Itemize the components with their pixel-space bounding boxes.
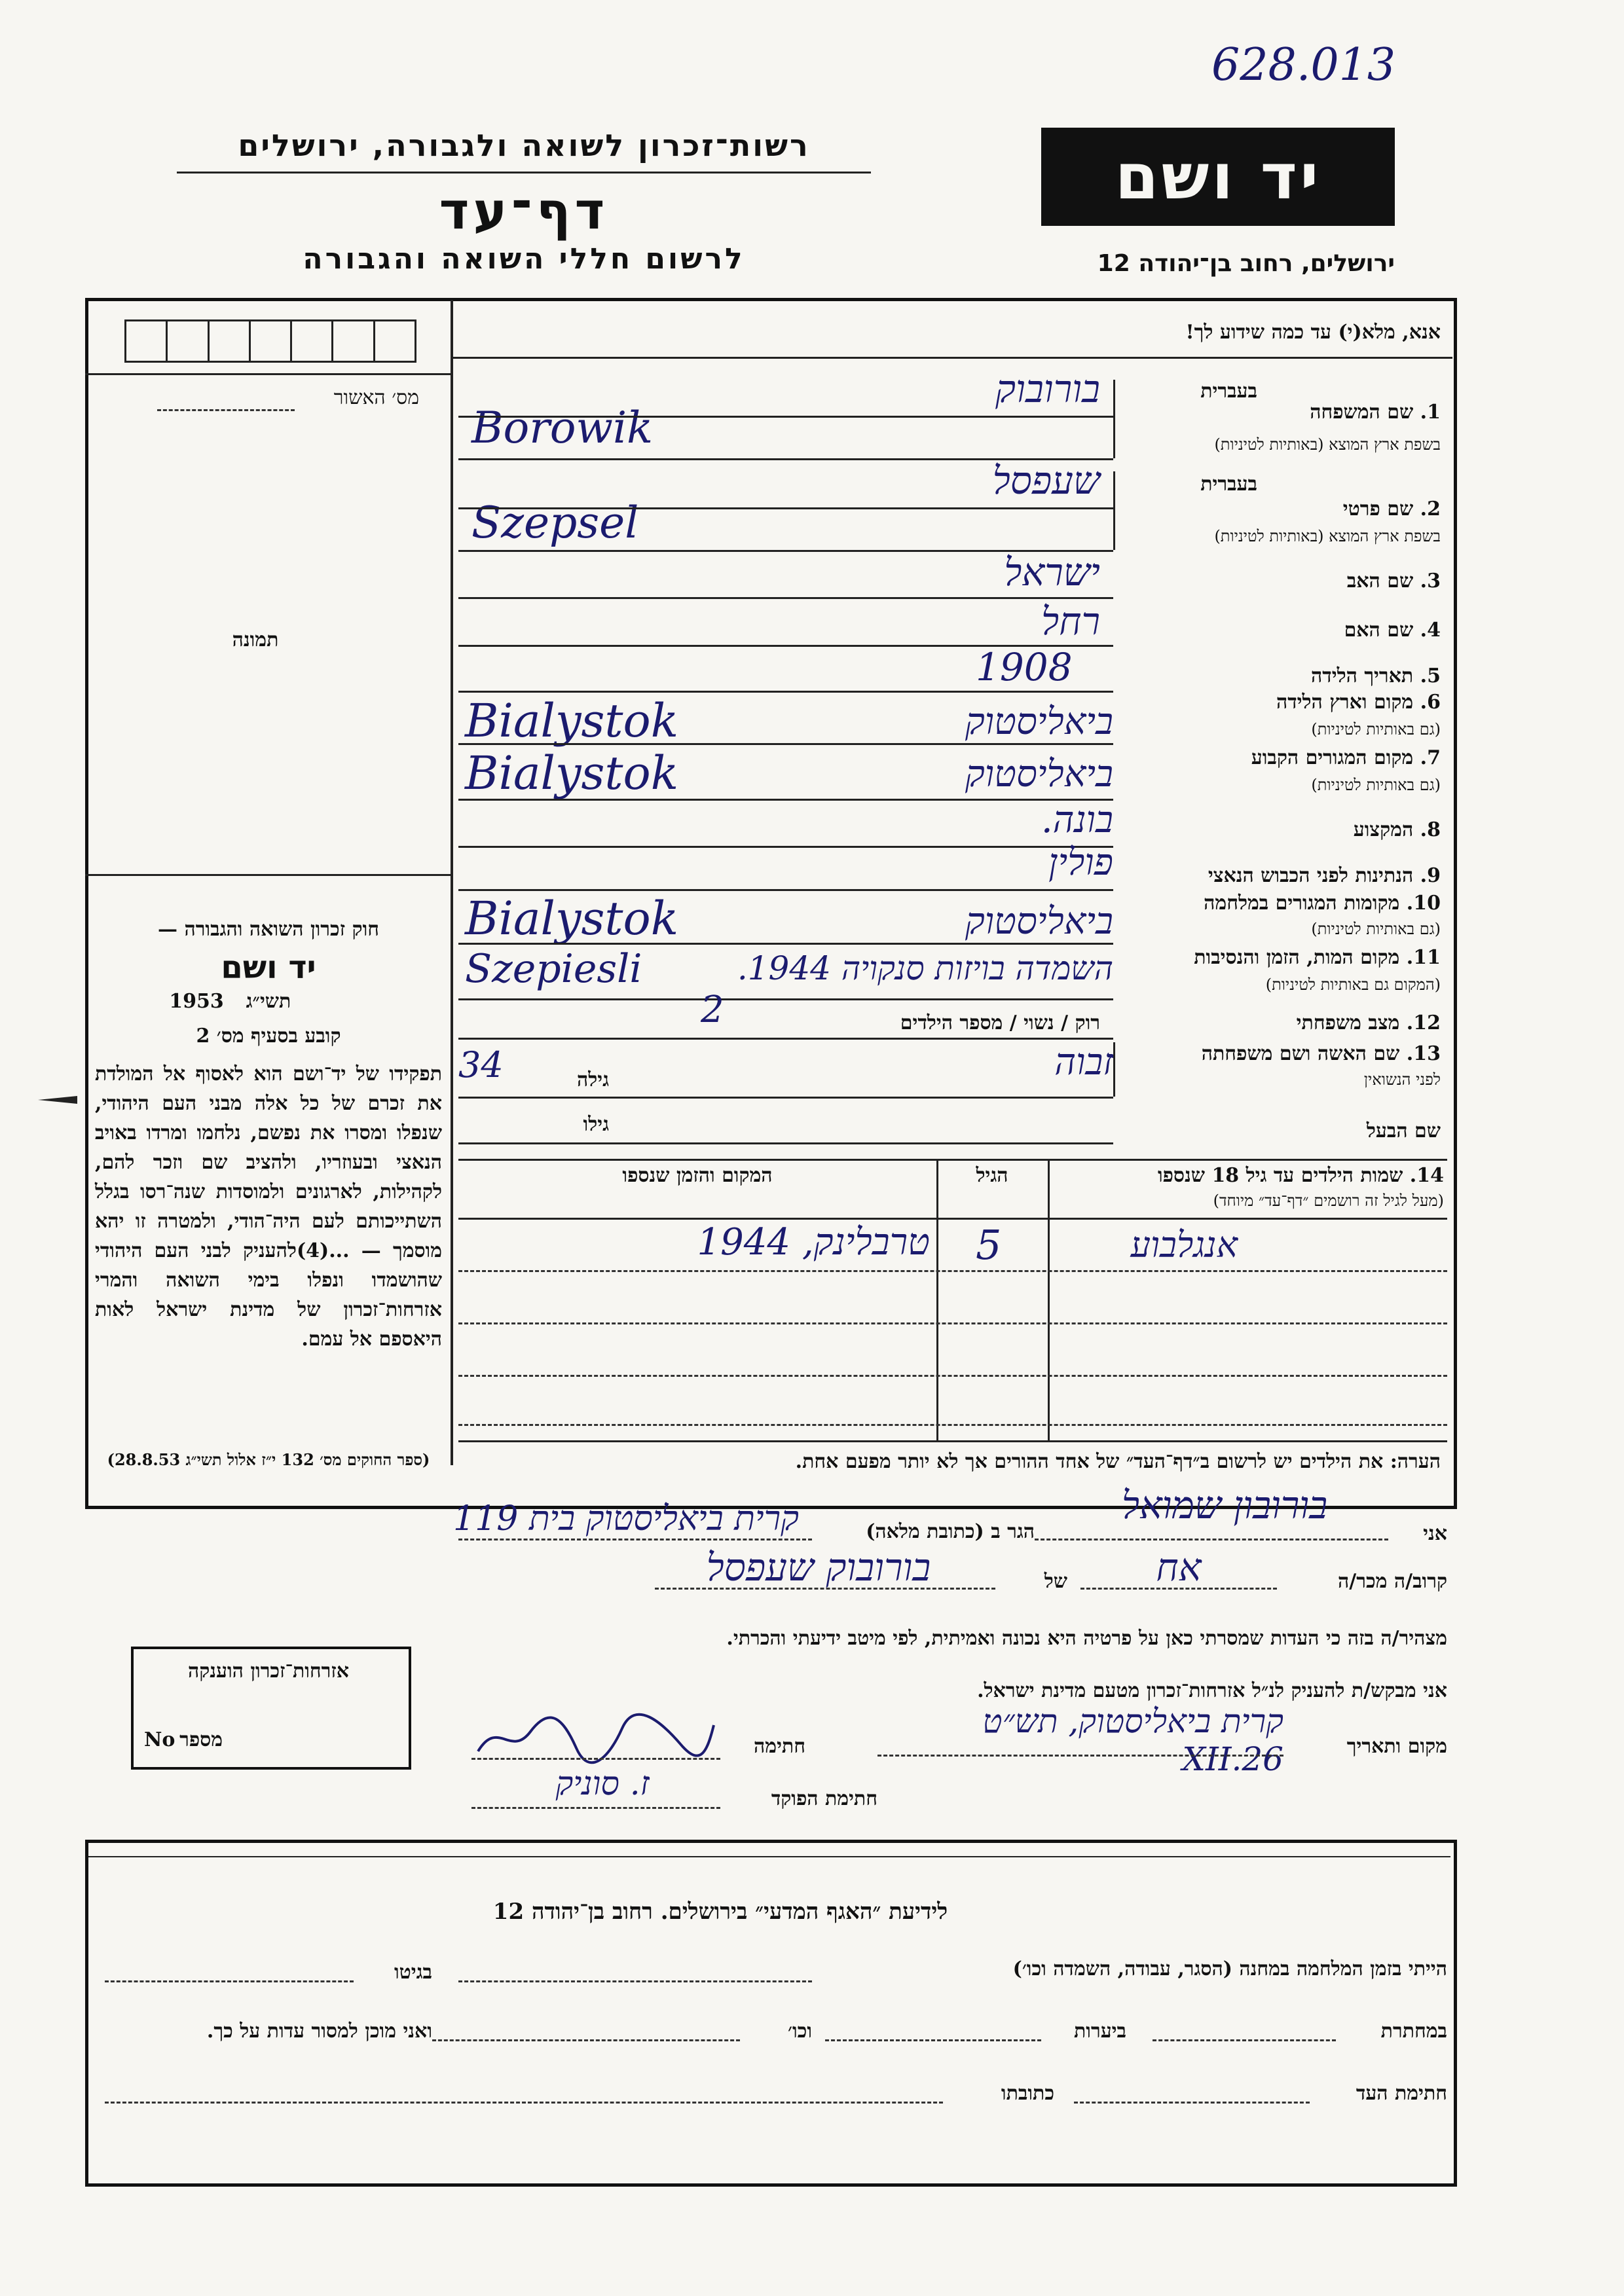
relation-value[interactable]: אח (1156, 1545, 1202, 1590)
instructions: אנא, מלא(י) עד כמה שידוע לך! (1185, 321, 1441, 344)
law-citation: (ספר החוקים מס׳ 132 י״ז אלול תשי״ג 28.8.53) (107, 1450, 430, 1469)
field-11-hebrew-value[interactable]: השמדה בויזות סנקויה 1944. (737, 949, 1113, 987)
field-10-hebrew-value[interactable]: ביאליסטוק (965, 900, 1113, 943)
field-7-latin-value[interactable]: Bialystok (465, 746, 679, 800)
law-body: תפקידו של יד־ושם הוא לאסוף אל המולדת את זכרם של כל אלה מבני העם היהודי, שנפלו ומסרו את נפשם, נלחמו ומרדו באויב הנאצי ובעוזריו, ולהציב שם וזכר להם, לקהילות, לארגונים ולמוסדות שנה־רסו בגלל השתייכותם לעם היה־הודי, ולמטרה זו יהא מוסמך — ...(4)להעניק לבני העם היהודי שהושמדו ונפלו בימי השואה והמרי אזרחות־זכרון של מדינת ישראל לאות היאספם אל עמם. (95, 1063, 442, 1351)
field-10-latin-value[interactable]: Bialystok (465, 892, 679, 945)
field-8-value[interactable]: בונה. (1041, 799, 1113, 841)
etc-field[interactable] (432, 2039, 740, 2041)
field-6-label: 6. מקום וארץ הלידה (1276, 691, 1441, 714)
field-13-sub: לפני הנשואין (1363, 1070, 1441, 1089)
witness-address-field[interactable] (105, 2102, 943, 2104)
field-12-children-count[interactable]: 2 (701, 989, 724, 1031)
margin-arrow-icon (38, 1093, 77, 1106)
field-3-label: 3. שם האב (1346, 570, 1441, 592)
bottom-line1: הייתי בזמן המלחמה במחנה (הסגר, עבודה, השמדה וכו׳) (1012, 1958, 1447, 1980)
request-text: אני מבקש/ת להעניק לנ״ל אזרחות־זכרון מטעם מדינת ישראל. (977, 1679, 1447, 1702)
note: הערה: את הילדים יש לרשום ב״דף־העד״ של אחד ההורים אך לא יותר מפעם אחת. (795, 1450, 1441, 1473)
forests-label: ביערות (1073, 2020, 1126, 2043)
field-8-label: 8. המקצוע (1353, 818, 1441, 841)
field-6-sub: (גם באותיות לטיניות) (1311, 720, 1441, 738)
official-signature-label: חתימת הפוקד (771, 1787, 877, 1810)
signature-label: חתימה (754, 1735, 805, 1758)
underground-label: במחתרת (1380, 2020, 1447, 2043)
witness-address-label: כתובתו (1001, 2082, 1054, 2105)
field-10-label: 10. מקומות המגורים במלחמה (1204, 892, 1441, 915)
law-year: 1953 (169, 990, 224, 1013)
official-signature-value[interactable]: ז. סוניק (555, 1764, 650, 1802)
underground-field[interactable] (1153, 2039, 1336, 2041)
field-1-lang-tag: בעברית (1200, 380, 1257, 403)
field-5-value[interactable]: 1908 (976, 645, 1073, 689)
declarant-name[interactable]: בורובון שמואל (1121, 1483, 1328, 1527)
citizenship-no-label: No (144, 1728, 175, 1751)
relation-label: קרוב/ה מכר/ה (1338, 1570, 1447, 1593)
camp-field[interactable] (458, 1980, 812, 1982)
field-13-wife-value[interactable]: זבוה (1054, 1041, 1113, 1084)
field-2-lang-tag: בעברית (1200, 473, 1257, 496)
field-1-sub: בשפת ארץ המוצא (באותיות לטיניות) (1214, 435, 1441, 454)
children-sub: (מעל לגיל זה רושמים ״דף־עד״ מיוחד) (1213, 1192, 1444, 1210)
approval-number-boxes[interactable] (124, 319, 416, 363)
form-title: דף־עד (439, 182, 609, 241)
authority-heading: רשות־זכרון לשואה ולגבורה, ירושלים (238, 128, 810, 163)
field-4-label: 4. שם האם (1344, 619, 1441, 642)
of-label: של (1044, 1570, 1067, 1593)
forests-field[interactable] (825, 2039, 1041, 2041)
children-label: 14. שמות הילדים עד גיל 18 שנספו (1157, 1164, 1444, 1187)
yad-vashem-logo: יד ושם (1041, 128, 1395, 226)
declarant-resides-label: הגר ב (כתובת מלאה) (866, 1520, 1035, 1543)
child-1-age[interactable]: 5 (976, 1221, 1002, 1269)
photo-label: תמונה (232, 629, 279, 651)
archive-number: 628.013 (1211, 39, 1396, 91)
field-2-sub: בשפת ארץ המוצא (באותיות לטיניות) (1214, 527, 1441, 545)
citizenship-number-label: מספר (179, 1728, 223, 1751)
field-6-hebrew-value[interactable]: ביאליסטוק (965, 701, 1113, 743)
law-section: קובע בסעיף מס׳ 2 (196, 1025, 341, 1048)
bottom-box (85, 1840, 1457, 2187)
field-4-value[interactable]: רחל (1041, 599, 1100, 644)
children-col-age: הגיל (976, 1164, 1008, 1187)
address-line: ירושלים, רחוב בן־יהודה 12 (1097, 250, 1395, 277)
field-2-latin-value[interactable]: Szepsel (471, 498, 639, 548)
law-year-heb: תשי״ג (246, 990, 291, 1013)
field-10-sub: (גם באותיות לטיניות) (1311, 920, 1441, 938)
field-11-label: 11. מקום המות, הזמן והנסיבות (1194, 946, 1441, 969)
place-date-label: מקום ותאריך (1346, 1735, 1447, 1758)
field-6-latin-value[interactable]: Bialystok (465, 694, 679, 748)
field-7-sub: (גם באותיות לטיניות) (1311, 776, 1441, 794)
declarant-ani: אני (1423, 1522, 1447, 1545)
citizenship-title: אזרחות־זכרון הוענקה (187, 1660, 350, 1683)
husband-age-label: גילו (583, 1113, 609, 1136)
child-1-name[interactable]: אנגלבוע (1130, 1224, 1238, 1266)
bottom-title: לידיעת ״האגף המדעי״ בירושלים. רחוב בן־יהודה 12 (492, 1899, 948, 1925)
field-13-age-label: גילה (576, 1068, 609, 1091)
declaration-text: מצהיר/ה בזה כי העדות שמסרתי כאן על פרטיה היא נכונה ואמיתית, לפי מיטב ידיעתי והכרתי. (726, 1627, 1447, 1650)
etc-label: וכו׳ (788, 2020, 812, 2043)
place-date-value[interactable]: קרית ביאליסטוק, תש״ט 26.XII (982, 1702, 1283, 1778)
of-value[interactable]: בורובוק שעפסל (706, 1545, 931, 1590)
field-13-age-value[interactable]: 34 (458, 1044, 504, 1085)
field-7-label: 7. מקום המגורים הקבוע (1251, 746, 1441, 769)
declarant-address[interactable]: קרית ביאליסטוק בית 119 (453, 1499, 799, 1539)
witness-signature-label: חתימת העד (1356, 2082, 1447, 2105)
approval-label: מס׳ האשור (333, 386, 419, 409)
ghetto-label: בגיטו (394, 1961, 432, 1984)
field-1-hebrew-value[interactable]: בורובוק (995, 367, 1100, 411)
ready-text: ואני מוכן למסור עדות על כך. (206, 2020, 432, 2043)
field-2-label: 2. שם פרטי (1342, 498, 1441, 520)
field-7-hebrew-value[interactable]: ביאליסטוק (965, 753, 1113, 795)
declarant-signature[interactable] (471, 1712, 720, 1764)
field-13-label: 13. שם האשה ושם משפחתה (1201, 1042, 1441, 1065)
field-9-label: 9. הנתינות לפני הכבוש הנאצי (1208, 864, 1441, 887)
field-1-label: 1. שם המשפחה (1310, 401, 1441, 424)
witness-signature-field[interactable] (1074, 2102, 1310, 2104)
children-col-place: המקום והזמן שנספו (622, 1164, 773, 1187)
field-11-sub: (המקום גם באותיות לטיניות) (1265, 975, 1441, 994)
ghetto-field[interactable] (105, 1980, 354, 1982)
field-3-value[interactable]: ישראל (1004, 550, 1100, 594)
law-name: יד ושם (221, 949, 316, 986)
field-2-hebrew-value[interactable]: שעפסל (992, 458, 1100, 503)
field-1-latin-value[interactable]: Borowik (471, 403, 654, 453)
form-subtitle: לרשום חללי השואה והגבורה (303, 242, 745, 276)
husband-label: שם הבעל (1366, 1120, 1441, 1142)
law-title: חוק זכרון השואה והגבורה — (158, 918, 379, 941)
field-5-label: 5. תאריך הלידה (1311, 665, 1441, 687)
approval-field[interactable] (157, 409, 295, 411)
field-12-inline-label: רוק / נשוי / מספר הילדים (900, 1011, 1100, 1034)
field-12-label: 12. מצב משפחתי (1296, 1011, 1441, 1034)
child-1-place[interactable]: טרבלינק, 1944 (697, 1221, 930, 1264)
field-11-latin-value[interactable]: Szepiesli (465, 946, 642, 992)
field-9-value[interactable]: פולין (1048, 841, 1113, 884)
